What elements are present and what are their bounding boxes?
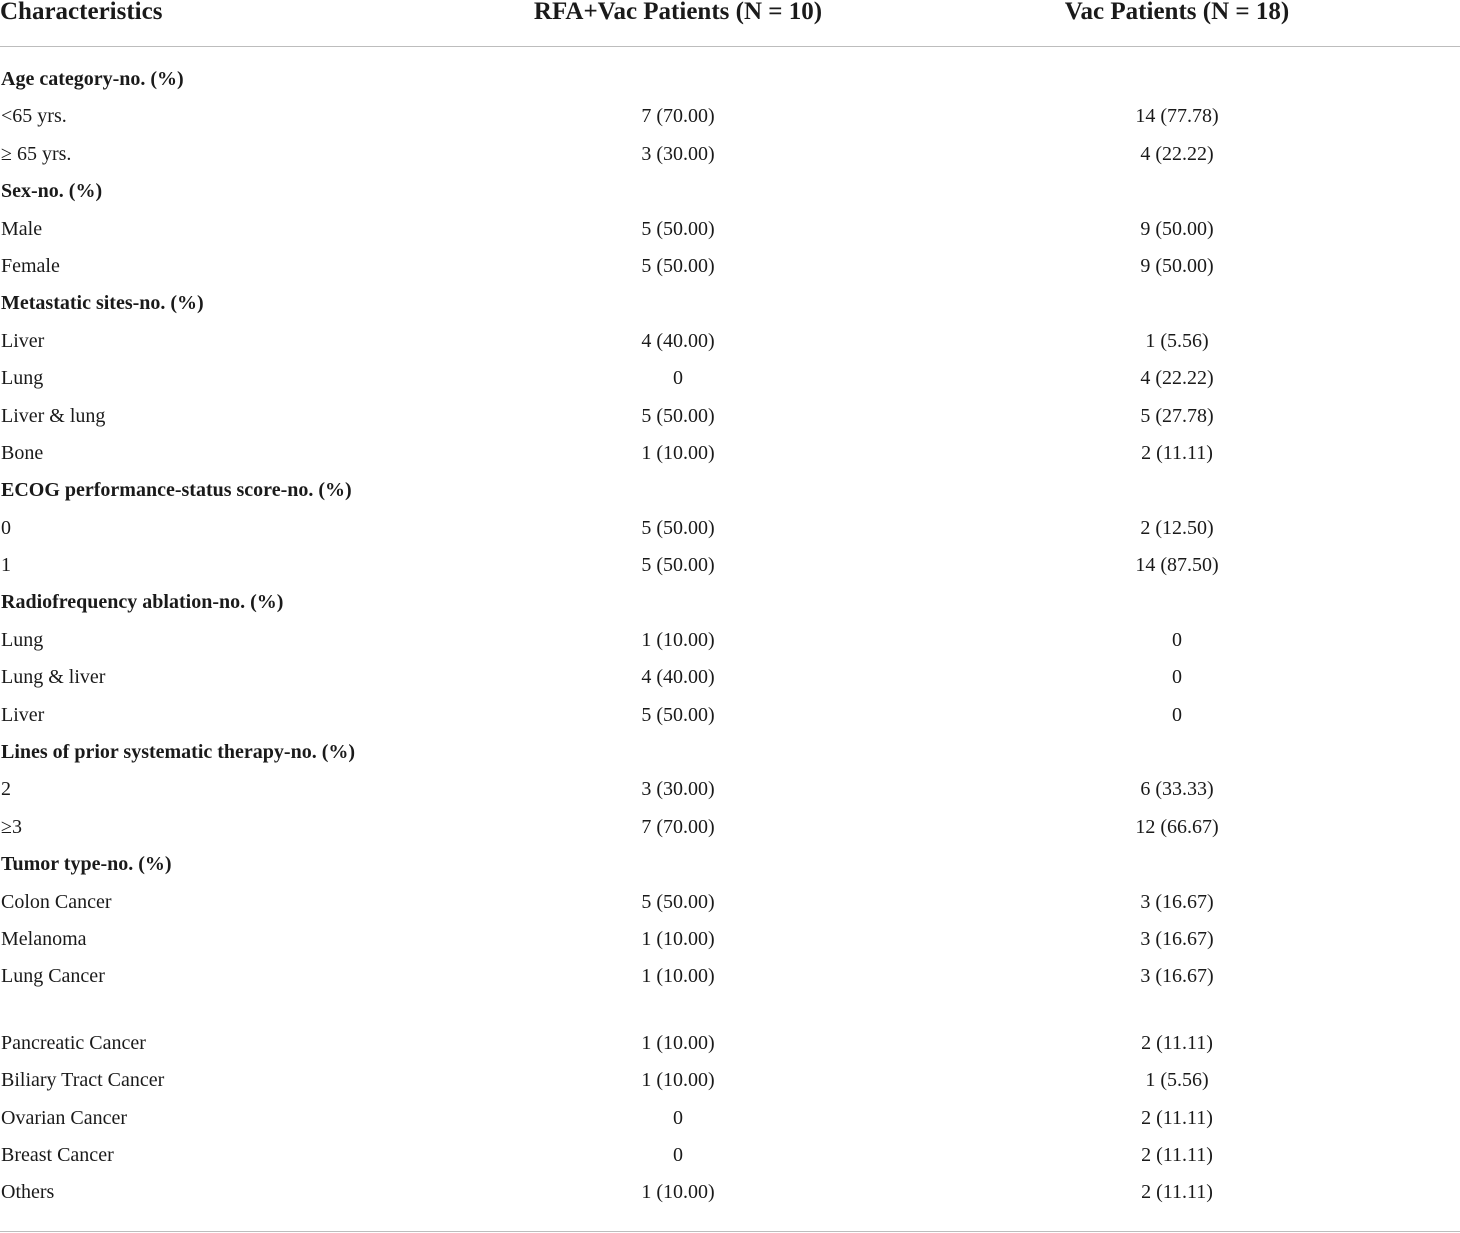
- cell-rfa-vac: 4 (40.00): [641, 666, 715, 689]
- table-header-row: [0, 0, 1460, 47]
- row-label: Others: [1, 1181, 55, 1204]
- section-label: Metastatic sites-no. (%): [1, 292, 204, 315]
- table-row: [0, 704, 1460, 741]
- row-label: Liver: [1, 329, 45, 352]
- cell-rfa-vac: 5 (50.00): [641, 890, 715, 913]
- row-label: Ovarian Cancer: [1, 1106, 128, 1129]
- section-header-row: [0, 479, 1460, 516]
- row-label: 2: [1, 778, 11, 801]
- cell-rfa-vac: 0: [673, 1143, 683, 1166]
- cell-rfa-vac: 5 (50.00): [641, 404, 715, 427]
- cell-rfa-vac: 5 (50.00): [641, 217, 715, 240]
- row-label: Bone: [1, 441, 44, 464]
- row-label: Biliary Tract Cancer: [1, 1069, 165, 1092]
- cell-rfa-vac: 4 (40.00): [641, 329, 715, 352]
- section-label: Age category-no. (%): [1, 68, 184, 90]
- section-header-row: [0, 853, 1460, 890]
- section-label: Sex-no. (%): [1, 180, 103, 203]
- row-label: Melanoma: [1, 927, 87, 950]
- cell-rfa-vac: 3 (30.00): [641, 778, 715, 801]
- row-label: Pancreatic Cancer: [1, 1031, 146, 1054]
- section-header-row: [0, 68, 1460, 105]
- cell-rfa-vac: 1 (10.00): [641, 1031, 715, 1054]
- table-row: [0, 405, 1460, 442]
- table-row: [0, 367, 1460, 404]
- cell-rfa-vac: 0: [673, 367, 683, 390]
- cell-rfa-vac: 1 (10.00): [641, 927, 715, 950]
- cell-vac: 14 (87.50): [1135, 554, 1219, 577]
- table-row: [0, 891, 1460, 928]
- row-label: Female: [1, 254, 60, 277]
- row-label: Lung: [1, 628, 44, 651]
- table-row: [0, 816, 1460, 853]
- table-row: [0, 554, 1460, 591]
- table-row: [0, 330, 1460, 367]
- table-row: [0, 1144, 1460, 1181]
- cell-vac: 2 (11.11): [1141, 1031, 1213, 1054]
- row-label: 0: [1, 516, 11, 539]
- cell-vac: 6 (33.33): [1140, 778, 1214, 801]
- cell-vac: 1 (5.56): [1145, 1069, 1209, 1092]
- row-label: 1: [1, 554, 11, 577]
- section-label: Lines of prior systematic therapy-no. (%): [1, 741, 356, 764]
- table-row: [0, 105, 1460, 142]
- header-vac-patients: Vac Patients (N = 18): [1064, 0, 1290, 25]
- cell-rfa-vac: 5 (50.00): [641, 554, 715, 577]
- cell-vac: 5 (27.78): [1140, 404, 1214, 427]
- section-label: Radiofrequency ablation-no. (%): [1, 591, 284, 614]
- row-label: Colon Cancer: [1, 890, 112, 913]
- cell-vac: 0: [1172, 666, 1182, 689]
- cell-vac: 3 (16.67): [1140, 927, 1214, 950]
- table-row: [0, 517, 1460, 554]
- cell-vac: 2 (11.11): [1141, 1143, 1213, 1166]
- table-body: [0, 47, 1460, 1219]
- table-row: [0, 778, 1460, 815]
- header-rfa-vac-patients: RFA+Vac Patients (N = 10): [533, 0, 823, 25]
- cell-vac: 2 (11.11): [1141, 441, 1213, 464]
- table-row: [0, 928, 1460, 965]
- row-label: Lung Cancer: [1, 965, 105, 988]
- cell-rfa-vac: 1 (10.00): [641, 1181, 715, 1204]
- table-row: [0, 143, 1460, 180]
- cell-rfa-vac: 7 (70.00): [641, 105, 715, 128]
- section-header-row: [0, 741, 1460, 778]
- cell-vac: 1 (5.56): [1145, 329, 1209, 352]
- table-row: [0, 255, 1460, 292]
- table-row: [0, 1107, 1460, 1144]
- cell-vac: 2 (12.50): [1140, 516, 1214, 539]
- section-header-row: [0, 591, 1460, 628]
- cell-rfa-vac: 1 (10.00): [641, 1069, 715, 1092]
- row-label: Liver: [1, 703, 45, 726]
- table-row: [0, 1032, 1460, 1069]
- table-row: [0, 666, 1460, 703]
- row-label: ≥ 65 yrs.: [1, 142, 72, 165]
- section-label: Tumor type-no. (%): [1, 853, 172, 876]
- row-label: Breast Cancer: [1, 1143, 114, 1166]
- row-label: ≥3: [1, 815, 22, 838]
- cell-vac: 9 (50.00): [1140, 254, 1214, 277]
- cell-rfa-vac: 3 (30.00): [641, 142, 715, 165]
- cell-vac: 0: [1172, 628, 1182, 651]
- cell-vac: 3 (16.67): [1140, 965, 1214, 988]
- row-label: <65 yrs.: [1, 105, 67, 128]
- cell-rfa-vac: 7 (70.00): [641, 815, 715, 838]
- table-row: [0, 1181, 1460, 1218]
- cell-vac: 9 (50.00): [1140, 217, 1214, 240]
- cell-rfa-vac: 5 (50.00): [641, 703, 715, 726]
- cell-vac: 4 (22.22): [1140, 142, 1214, 165]
- cell-rfa-vac: 1 (10.00): [641, 965, 715, 988]
- row-label: Lung & liver: [1, 666, 106, 689]
- cell-rfa-vac: 0: [673, 1106, 683, 1129]
- section-header-row: [0, 292, 1460, 329]
- row-label: Lung: [1, 367, 44, 390]
- cell-rfa-vac: 5 (50.00): [641, 254, 715, 277]
- table-row: [0, 1069, 1460, 1106]
- cell-vac: 12 (66.67): [1135, 815, 1219, 838]
- cell-rfa-vac: 1 (10.00): [641, 441, 715, 464]
- table-row: [0, 442, 1460, 479]
- header-characteristics: Characteristics: [0, 0, 163, 25]
- section-label: ECOG performance-status score-no. (%): [1, 479, 352, 502]
- cell-vac: 2 (11.11): [1141, 1106, 1213, 1129]
- cell-vac: 4 (22.22): [1140, 367, 1214, 390]
- section-header-row: [0, 180, 1460, 217]
- row-label: Male: [1, 217, 43, 240]
- cell-vac: 0: [1172, 703, 1182, 726]
- cell-rfa-vac: 5 (50.00): [641, 516, 715, 539]
- cell-vac: 3 (16.67): [1140, 890, 1214, 913]
- cell-vac: 2 (11.11): [1141, 1181, 1213, 1204]
- table-bottom-rule: [0, 1231, 1460, 1232]
- row-label: Liver & lung: [1, 404, 106, 427]
- table-row: [0, 218, 1460, 255]
- cell-vac: 14 (77.78): [1135, 105, 1219, 128]
- table-row: [0, 629, 1460, 666]
- cell-rfa-vac: 1 (10.00): [641, 628, 715, 651]
- table-row: [0, 965, 1460, 1002]
